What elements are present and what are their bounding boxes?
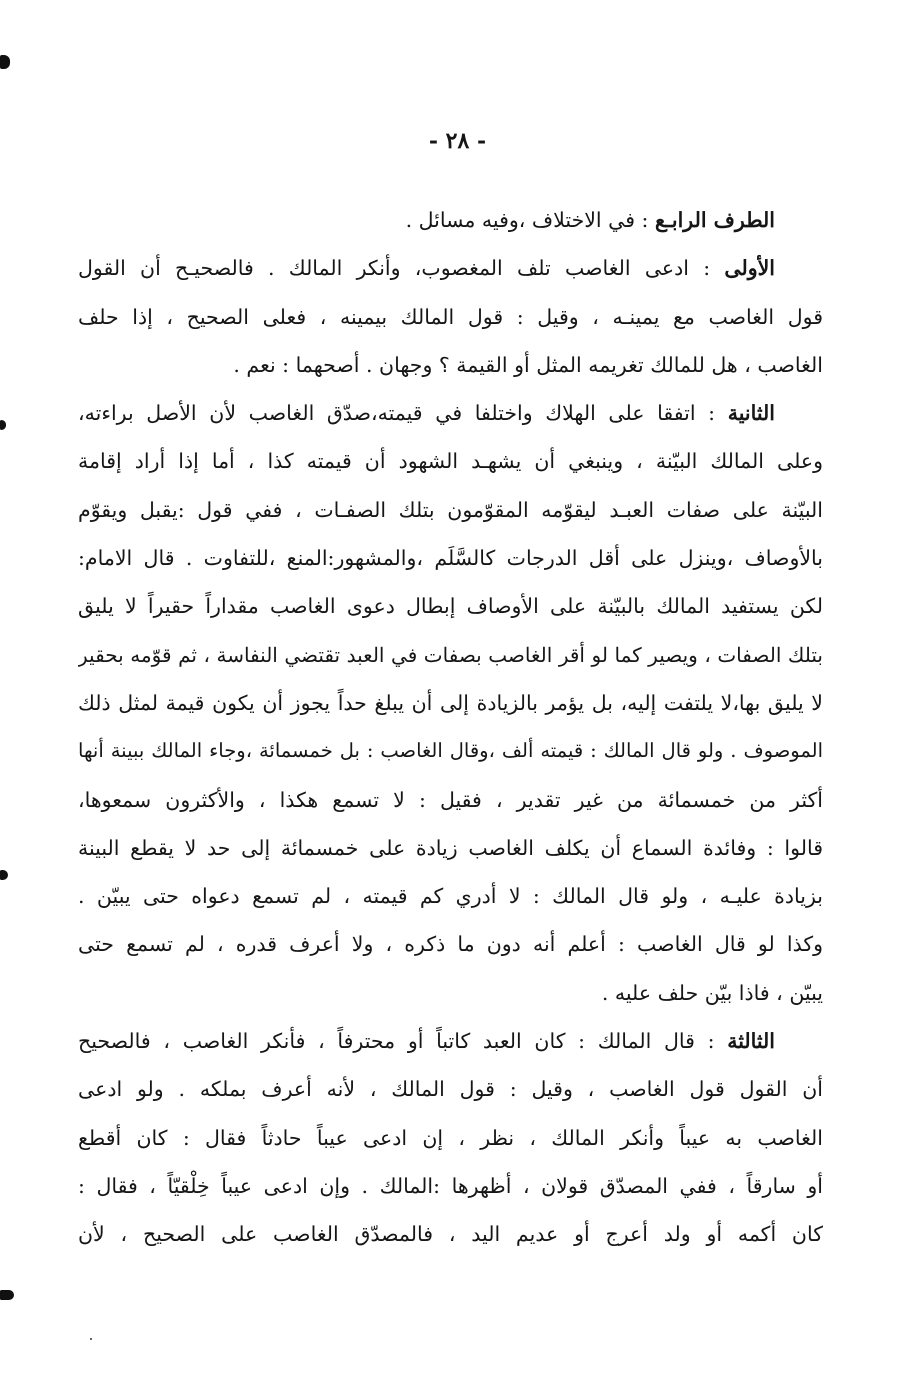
text-line <box>78 1017 823 1065</box>
line-text: الموصوف . ولو قال المالك : قيمته ألف ،وقال الغاصب : بل خمسمائة ،وجاء المالك ببينة أنها <box>78 739 823 763</box>
margin-mark <box>0 420 6 430</box>
text-line <box>78 1162 823 1210</box>
text-line <box>78 969 823 1017</box>
line-text: بزيادة عليـه ، ولو قال المالك : لا أدري كم قيمته ، لم تسمع دعواه حتى يبيّن . <box>78 884 823 909</box>
body-text <box>78 196 823 1259</box>
section-heading: الثانية <box>727 401 775 426</box>
line-text: الغاصب ، هل للمالك تغريمه المثل أو القيمة ؟ وجهان . أصحهما : نعم . <box>233 352 823 377</box>
section-heading: الثالثة <box>727 1029 775 1054</box>
line-text: بتلك الصفات ، ويصير كما لو أقر الغاصب بصفات في العبد تقتضي النفاسة ، ثم قوّمه بحقير <box>78 642 823 667</box>
text-line <box>78 437 823 485</box>
line-text: لكن يستفيد المالك بالبيّنة على الأوصاف إبطال دعوى الغاصب مقداراً حقيراً لا يليق <box>78 594 823 619</box>
margin-mark <box>0 870 8 880</box>
text-line <box>78 1114 823 1162</box>
text-line <box>78 582 823 630</box>
text-line <box>78 824 823 872</box>
line-text: قالوا : وفائدة السماع أن يكلف الغاصب زيادة على خمسمائة إلى حد لا يقطع البينة <box>78 835 823 860</box>
line-text: أو سارقاً ، ففي المصدّق قولان ، أظهرها :المالك . وإن ادعى عيباً خِلْقيّاً ، فقال : <box>78 1173 823 1198</box>
text-line <box>78 534 823 582</box>
line-text: أكثر من خمسمائة من غير تقدير ، فقيل : لا تسمع هكذا ، والأكثرون سمعوها، <box>78 787 823 812</box>
line-text: كان أكمه أو ولد أعرج أو عديم اليد ، فالمصدّق الغاصب على الصحيح ، لأن <box>78 1222 823 1247</box>
line-text: : ادعى الغاصب تلف المغصوب، وأنكر المالك . فالصحيـح أن القول <box>78 256 725 281</box>
section-heading: الأولى <box>724 256 775 281</box>
margin-mark <box>0 55 10 69</box>
text-line <box>78 389 823 437</box>
scan-speck <box>90 1338 92 1340</box>
text-line <box>78 1065 823 1113</box>
line-text: : قال المالك : كان العبد كاتباً أو محترفاً ، فأنكر الغاصب ، فالصحيح <box>78 1029 728 1054</box>
line-text: الغاصب به عيباً وأنكر المالك ، نظر ، إن ادعى عيباً حادثاً فقال : كان أقطع <box>78 1125 823 1150</box>
line-text: وعلى المالك البيّنة ، وينبغي أن يشهـد الشهود أن قيمته كذا ، أما إذا أراد إقامة <box>78 449 823 474</box>
text-line <box>78 196 823 244</box>
page-number: - ٢٨ - <box>428 128 487 154</box>
text-line <box>78 486 823 534</box>
text-line <box>78 679 823 727</box>
text-line <box>78 776 823 824</box>
text-line <box>78 293 823 341</box>
line-text: قول الغاصب مع يمينـه ، وقيل : قول المالك بيمينه ، فعلى الصحيح ، إذا حلف <box>78 304 823 329</box>
line-text: : اتفقا على الهلاك واختلفا في قيمته،صدّق الغاصب لأن الأصل براءته، <box>78 401 728 426</box>
line-text: لا يليق بها،لا يلتفت إليه، بل يؤمر بالزيادة إلى أن يبلغ حداً يجوز أن يكون قيمة لمثل ذلك <box>78 690 823 715</box>
text-line <box>78 920 823 968</box>
text-line <box>78 1210 823 1258</box>
line-text: وكذا لو قال الغاصب : أعلم أنه دون ما ذكره ، ولا أعرف قدره ، لم تسمع حتى <box>78 932 823 957</box>
line-text: يبيّن ، فاذا بيّن حلف عليه . <box>601 980 823 1005</box>
text-line <box>78 631 823 679</box>
text-line <box>78 341 823 389</box>
text-line <box>78 244 823 292</box>
text-line <box>78 872 823 920</box>
line-text: البيّنة على صفات العبـد ليقوّمه المقوّمون بتلك الصفـات ، ففي قول :يقبل ويقوّم <box>78 497 823 522</box>
line-text: أن القول قول الغاصب ، وقيل : قول المالك ، لأنه أعرف بملكه . ولو ادعى <box>78 1077 823 1102</box>
line-text: : في الاختلاف ،وفيه مسائل . <box>405 208 655 232</box>
line-text: بالأوصاف ،وينزل على أقل الدرجات كالسَّلَم ،والمشهور:المنع ،للتفاوت . قال الامام: <box>78 546 823 571</box>
text-line <box>78 727 823 775</box>
section-heading: الطرف الرابـع <box>654 208 775 232</box>
margin-mark <box>0 1290 14 1300</box>
